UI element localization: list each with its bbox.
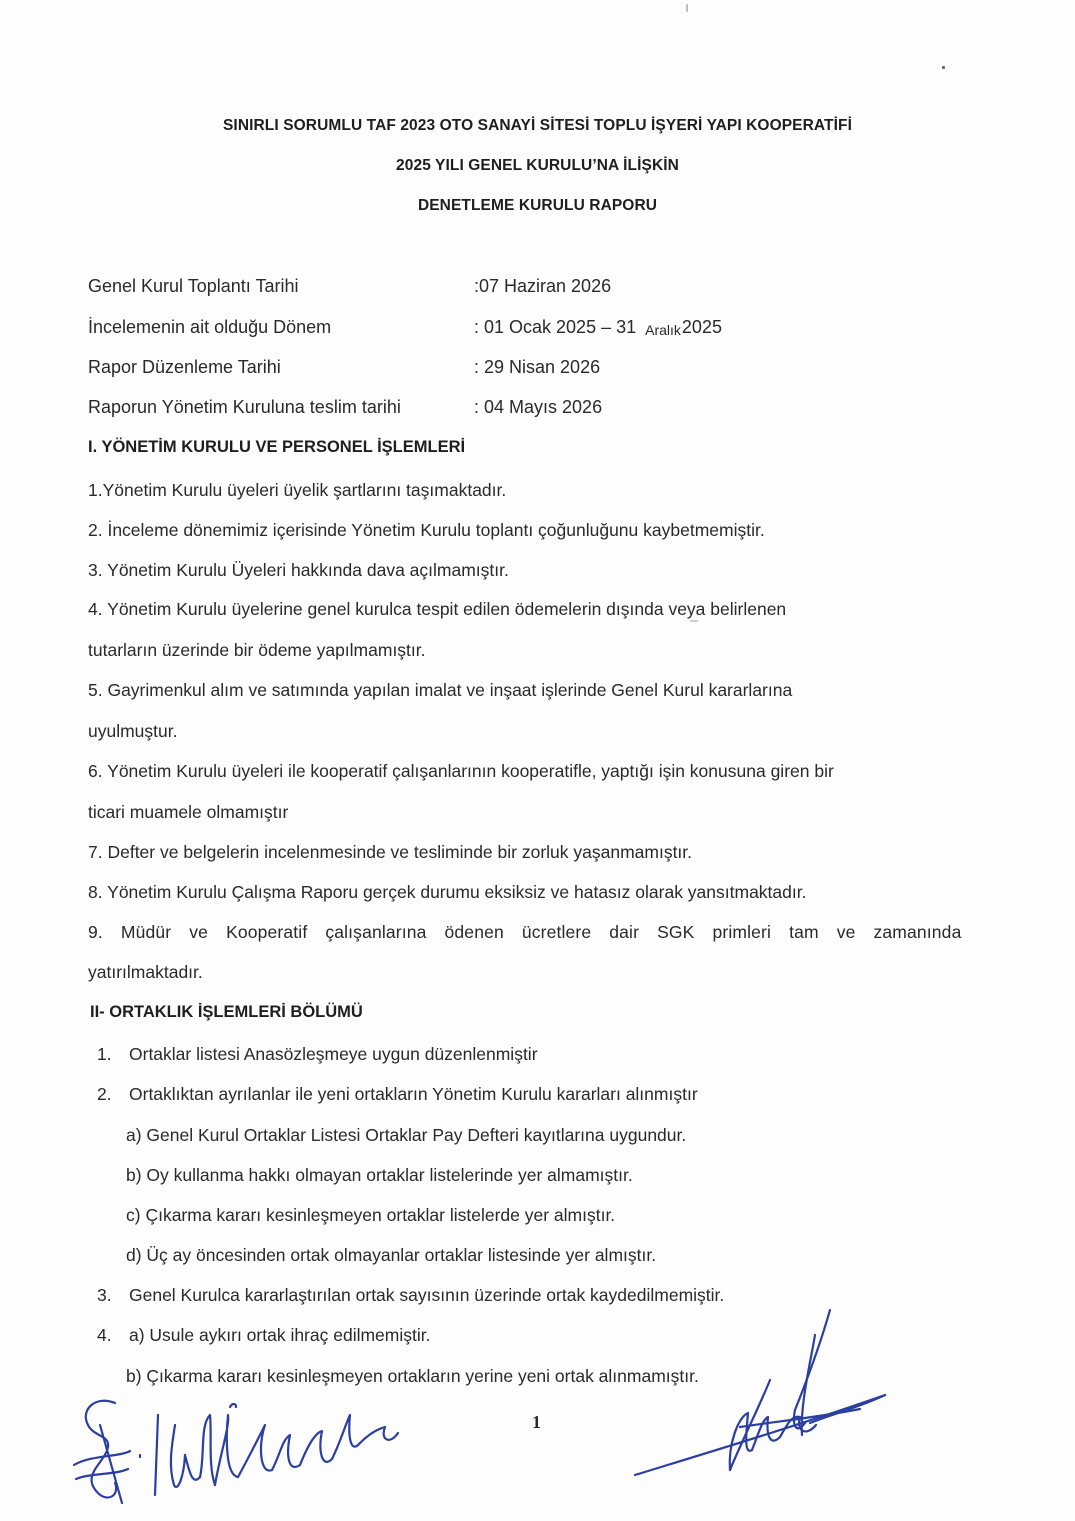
signature-left xyxy=(60,1385,420,1515)
section2-number: 3. xyxy=(97,1285,112,1305)
section2-subitem: d) Üç ay öncesinden ortak olmayanlar ortaklar listesinde yer almıştır. xyxy=(126,1245,657,1265)
period-label: İncelemenin ait olduğu Dönem xyxy=(88,317,332,337)
section1-item: 4. Yönetim Kurulu üyelerine genel kurulca tespit edilen ödemelerin dışında veya belirlenen xyxy=(88,599,787,619)
section2-item: Ortaklar listesi Anasözleşmeye uygun düzenlenmiştir xyxy=(129,1044,538,1064)
section2-item: Ortaklıktan ayrılanlar ile yeni ortakların Yönetim Kurulu kararları alınmıştır xyxy=(129,1084,698,1104)
section2-number: 4. xyxy=(97,1325,112,1345)
section1-item: yatırılmaktadır. xyxy=(88,962,203,982)
scan-speck xyxy=(690,620,698,622)
report-date-label: Rapor Düzenleme Tarihi xyxy=(88,357,281,377)
section2-number: 2. xyxy=(97,1084,112,1104)
section1-item: 8. Yönetim Kurulu Çalışma Raporu gerçek durumu eksiksiz ve hatasız olarak yansıtmaktadır. xyxy=(88,882,807,902)
section1-item: uyulmuştur. xyxy=(88,721,178,741)
section2-subitem: c) Çıkarma kararı kesinleşmeyen ortaklar listelerde yer almıştır. xyxy=(126,1205,616,1225)
meeting-date-value: :07 Haziran 2026 xyxy=(474,276,612,296)
section1-item: 7. Defter ve belgelerin incelenmesinde ve tesliminde bir zorluk yaşanmamıştır. xyxy=(88,842,693,862)
report-title-line1: SINIRLI SORUMLU TAF 2023 OTO SANAYİ SİTESİ TOPLU İŞYERİ YAPI KOOPERATİFİ xyxy=(222,117,853,134)
section1-item: 1.Yönetim Kurulu üyeleri üyelik şartlarını taşımaktadır. xyxy=(88,480,507,500)
report-title-line2: 2025 YILI GENEL KURULU’NA İLİŞKİN xyxy=(396,157,679,174)
section1-item: ticari muamele olmamıştır xyxy=(88,802,289,822)
section2-item: Genel Kurulca kararlaştırılan ortak sayısının üzerinde ortak kaydedilmemiştir. xyxy=(129,1285,725,1305)
section1-item: 2. İnceleme dönemimiz içerisinde Yönetim Kurulu toplantı çoğunluğunu kaybetmemiştir. xyxy=(88,520,765,540)
section1-item: 3. Yönetim Kurulu Üyeleri hakkında dava açılmamıştır. xyxy=(88,560,509,580)
scan-speck xyxy=(942,66,945,69)
delivery-date-value: : 04 Mayıs 2026 xyxy=(474,397,603,417)
section2-title: II- ORTAKLIK İŞLEMLERİ BÖLÜMÜ xyxy=(90,1003,363,1021)
period-value: : 01 Ocak 2025 – 31 Aralık2025 xyxy=(474,317,722,338)
section1-item: 9. Müdür ve Kooperatif çalışanlarına ödenen ücretlere dair SGK primleri tam ve zamanında xyxy=(88,922,962,942)
section2-subitem: b) Oy kullanma hakkı olmayan ortaklar listelerinde yer almamıştır. xyxy=(126,1165,633,1185)
section1-item: 6. Yönetim Kurulu üyeleri ile kooperatif çalışanlarının kooperatifle, yaptığı işin konusuna giren bir xyxy=(88,761,834,781)
section2-item: a) Usule aykırı ortak ihraç edilmemiştir. xyxy=(129,1325,431,1345)
scan-speck xyxy=(686,4,688,12)
section2-subitem: b) Çıkarma kararı kesinleşmeyen ortakların yerine yeni ortak alınmamıştır. xyxy=(126,1366,699,1386)
signature-right xyxy=(620,1305,900,1490)
section1-title: I. YÖNETİM KURULU VE PERSONEL İŞLEMLERİ xyxy=(88,438,466,456)
section2-number: 1. xyxy=(97,1044,112,1064)
section1-item: tutarların üzerinde bir ödeme yapılmamıştır. xyxy=(88,640,426,660)
delivery-date-label: Raporun Yönetim Kuruluna teslim tarihi xyxy=(88,397,401,417)
section1-item: 5. Gayrimenkul alım ve satımında yapılan imalat ve inşaat işlerinde Genel Kurul kararlarına xyxy=(88,680,793,700)
report-title-line3: DENETLEME KURULU RAPORU xyxy=(417,197,658,214)
meeting-date-label: Genel Kurul Toplantı Tarihi xyxy=(88,276,299,296)
report-date-value: : 29 Nisan 2026 xyxy=(474,357,601,377)
page-number: 1 xyxy=(532,1412,541,1432)
section2-subitem: a) Genel Kurul Ortaklar Listesi Ortaklar Pay Defteri kayıtlarına uygundur. xyxy=(126,1125,687,1145)
